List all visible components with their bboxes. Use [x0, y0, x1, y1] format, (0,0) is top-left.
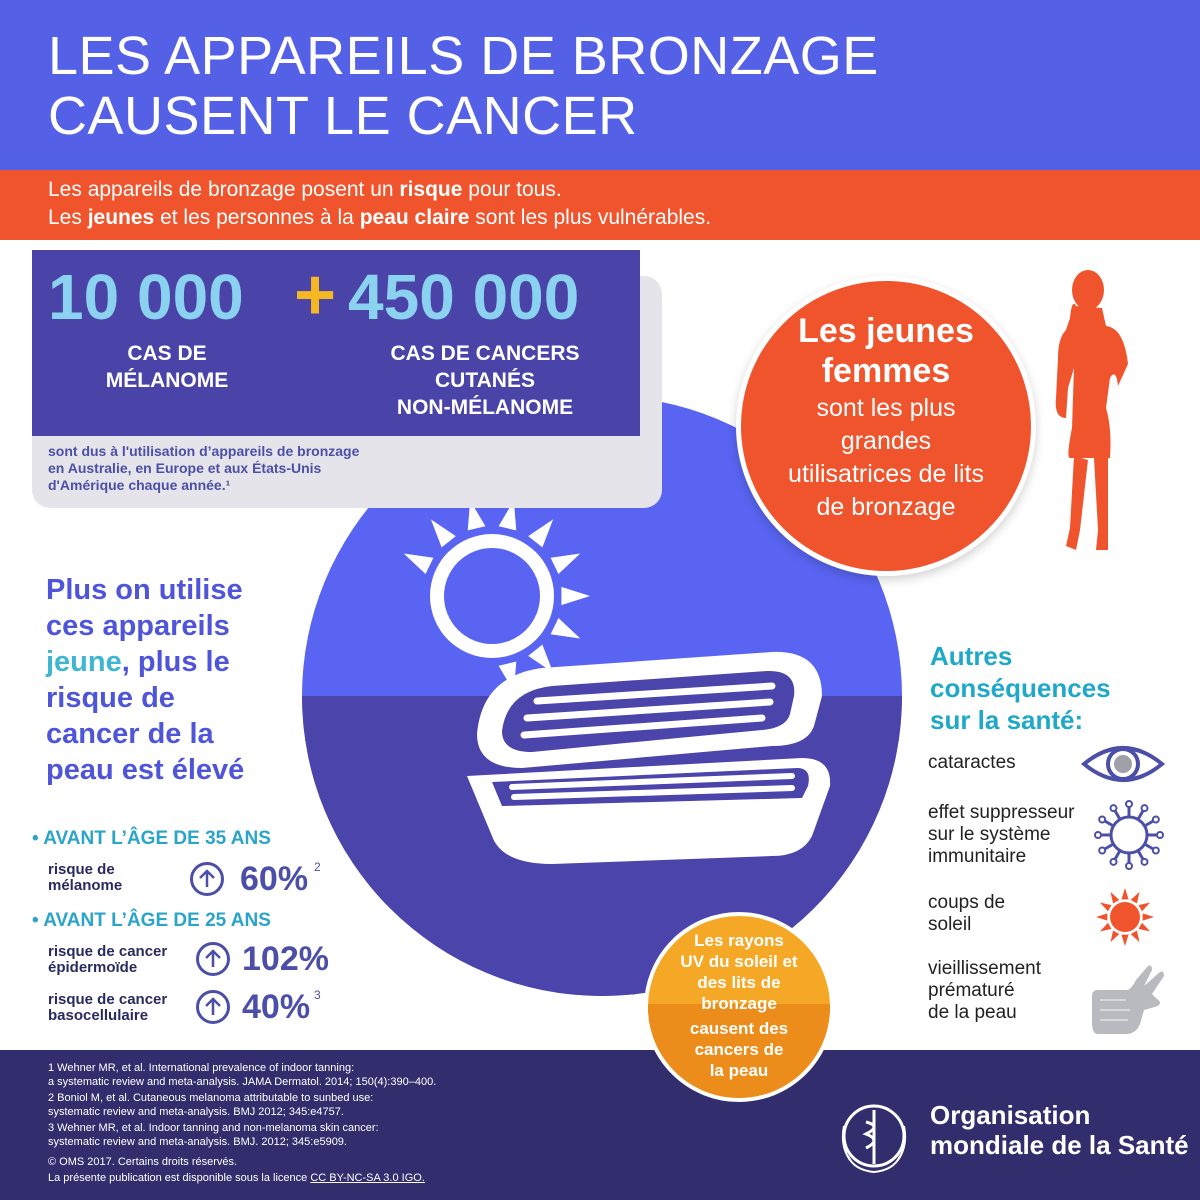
stats-note: sont dus à l'utilisation d’appareils de bronzage en Australie, en Europe et aux États-Unis d'Amérique chaque année.¹	[48, 443, 360, 493]
aging-label: vieillissement prématuré de la peau	[928, 958, 1041, 1023]
copyright: © OMS 2017. Certains droits réservés.	[48, 1156, 238, 1168]
who-emblem-icon	[834, 1096, 914, 1176]
consequences-heading-2: conséquences	[930, 673, 1111, 703]
women-text-4: de bronzage	[816, 493, 956, 521]
arrow-up-icon	[196, 990, 230, 1024]
risk-text-5: cancer de la	[46, 718, 214, 750]
melanoma-risk-label: risque de mélanome	[48, 861, 123, 894]
immune-label: effet suppresseur sur le système immunitaire	[928, 802, 1075, 867]
reference-1b: a systematic review and meta-analysis. JAMA Dermatol. 2014; 150(4):390–400.	[48, 1076, 437, 1088]
risk-text-6: peau est élevé	[46, 754, 245, 786]
title-line-2: CAUSENT LE CANCER	[48, 86, 638, 146]
reference-2b: systematic review and meta-analysis. BMJ 2012; 345:e4757.	[48, 1106, 344, 1118]
uv-text-6: cancers de	[694, 1040, 784, 1059]
risk-text-3: jeune, plus le	[46, 646, 230, 678]
license-link[interactable]: CC BY-NC-SA 3.0 IGO.	[310, 1172, 425, 1184]
consequences-heading-3: sur la santé:	[930, 705, 1084, 735]
women-text-1: sont les plus	[816, 394, 956, 422]
age-25-heading: • AVANT L’ÂGE DE 25 ANS	[32, 910, 271, 931]
sunburn-label: coups de soleil	[928, 892, 1006, 935]
sun-burn-icon	[1094, 886, 1156, 948]
subtitle-line-2: Les jeunes et les personnes à la peau claire sont les plus vulnérables.	[48, 206, 712, 229]
virus-icon	[1094, 800, 1164, 870]
age-35-heading: • AVANT L’ÂGE DE 35 ANS	[32, 828, 271, 849]
young-women-callout	[736, 276, 1036, 576]
consequences-heading-1: Autres	[930, 641, 1013, 671]
non-melanoma-cases-number: 450 000	[348, 261, 580, 333]
header-banner	[0, 0, 1200, 170]
women-text-2: grandes	[840, 427, 932, 455]
reference-3b: systematic review and meta-analysis. BMJ. 2012; 345:e5909.	[48, 1136, 347, 1148]
footnote-ref-3: 3	[314, 988, 321, 1002]
uv-text-1: Les rayons	[694, 931, 784, 950]
cataract-label: cataractes	[928, 752, 1016, 773]
arrow-up-icon	[196, 942, 230, 976]
woman-silhouette-icon	[1036, 268, 1136, 558]
uv-text-3: des lits de	[697, 973, 781, 992]
squamous-risk-percent: 102%	[242, 940, 329, 978]
license-text: La présente publication est disponible sous la licence CC BY-NC-SA 3.0 IGO.	[48, 1172, 425, 1184]
risk-text-2: ces appareils	[46, 610, 230, 642]
uv-text-4: bronzage	[701, 994, 777, 1013]
uv-text-7: la peau	[709, 1061, 769, 1080]
women-heading-1: Les jeunes	[798, 312, 974, 350]
uv-text-2: UV du soleil et	[680, 952, 798, 971]
melanoma-label: CAS DE MÉLANOME	[105, 342, 229, 392]
plus-icon: +	[294, 255, 337, 335]
title-line-1: LES APPAREILS DE BRONZAGE	[48, 26, 879, 86]
uv-text-5: causent des	[689, 1019, 789, 1038]
risk-text-4: risque de	[46, 682, 175, 714]
aged-hand-icon	[1086, 960, 1166, 1040]
melanoma-risk-percent: 60%	[240, 860, 309, 898]
non-melanoma-label: CAS DE CANCERS CUTANÉS NON-MÉLANOME	[390, 342, 580, 419]
arrow-up-icon	[190, 862, 224, 896]
eye-icon	[1080, 738, 1166, 790]
reference-3a: 3 Wehner MR, et al. Indoor tanning and non-melanoma skin cancer:	[48, 1122, 379, 1134]
basal-risk-label: risque de cancer basocellulaire	[48, 991, 168, 1024]
footnote-ref-2: 2	[314, 860, 321, 874]
uv-callout	[644, 912, 834, 1102]
risk-text-1: Plus on utilise	[46, 574, 243, 606]
women-text-3: utilisatrices de lits	[788, 460, 984, 488]
subtitle-line-1: Les appareils de bronzage posent un risque pour tous.	[48, 178, 562, 201]
reference-1a: 1 Wehner MR, et al. International prevalence of indoor tanning:	[48, 1062, 355, 1074]
squamous-risk-label: risque de cancer épidermoïde	[48, 943, 168, 976]
basal-risk-percent: 40%	[242, 988, 311, 1026]
stats-box	[32, 250, 640, 436]
reference-2a: 2 Boniol M, et al. Cutaneous melanoma attributable to sunbed use:	[48, 1092, 374, 1104]
who-logo-text: Organisation mondiale de la Santé	[930, 1100, 1189, 1160]
women-heading-2: femmes	[821, 352, 951, 390]
melanoma-cases-number: 10 000	[48, 261, 244, 333]
subtitle-band	[0, 170, 1200, 240]
